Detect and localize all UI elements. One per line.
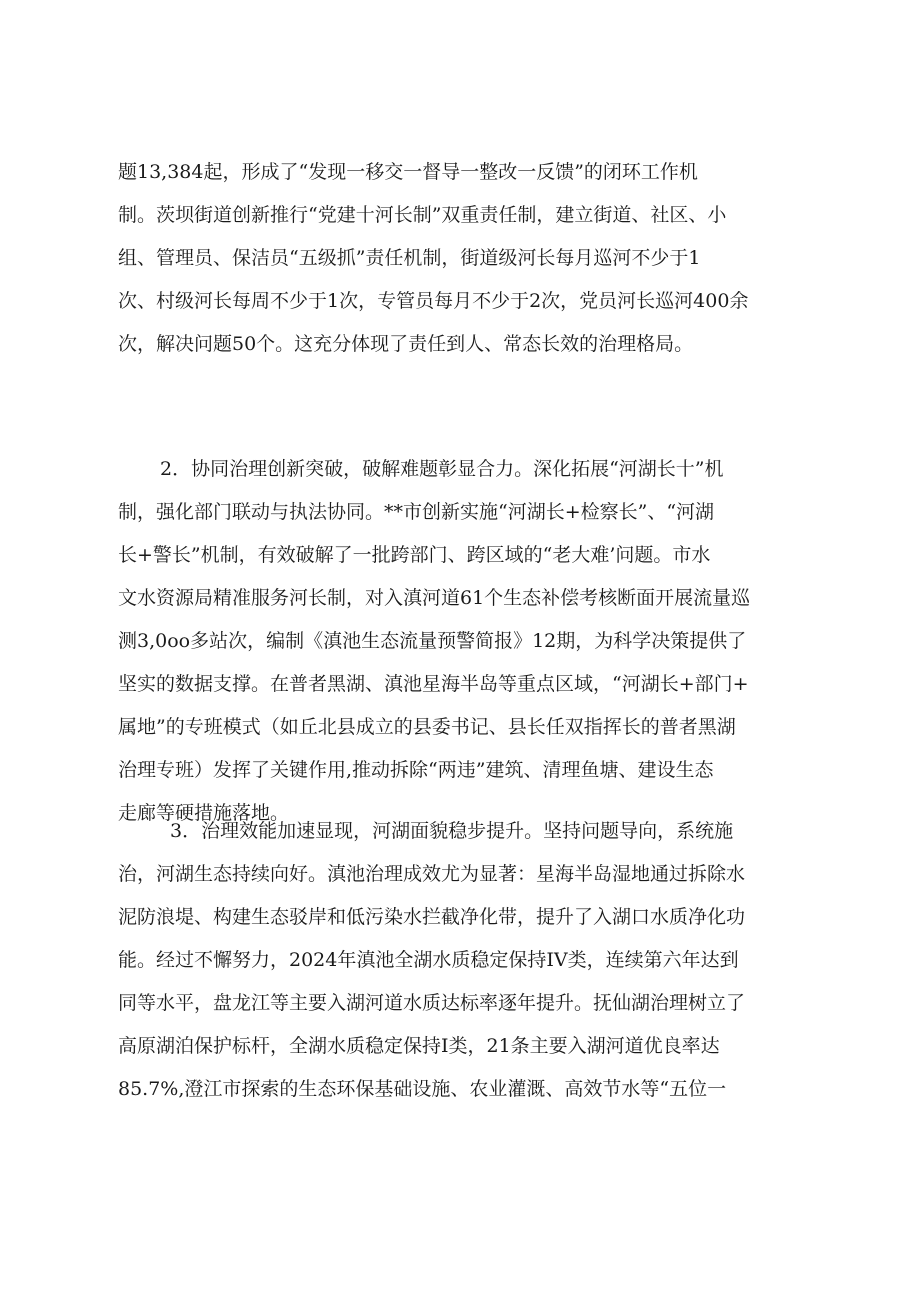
- text-line: 走廊等硬措施落地。: [118, 802, 290, 824]
- text-line: 制。茨坝街道创新推行“党建十河长制”双重责任制，建立街道、社区、小: [118, 204, 727, 226]
- text-line: 高原湖泊保护标杆，全湖水质稳定保持I类，21条主要入湖河道优良率达: [118, 1035, 720, 1057]
- text-line: 组、管理员、保洁员“五级抓”责任机制，街道级河长每月巡河不少于1: [118, 247, 701, 269]
- text-line: 能。经过不懈努力，2024年滇池全湖水质稳定保持IV类，连续第六年达到: [118, 949, 739, 971]
- text-line: 治理专班）发挥了关键作用,推动拆除“两违”建筑、清理鱼塘、建设生态: [118, 759, 714, 781]
- paragraph-governance-effectiveness: [118, 810, 818, 1111]
- text-line: 3．治理效能加速显现，河湖面貌稳步提升。坚持问题导向，系统施: [170, 820, 734, 842]
- text-line: 次、村级河长每周不少于1次，专管员每月不少于2次，党员河长巡河400余: [118, 290, 749, 312]
- text-line: 泥防浪堤、构建生态驳岸和低污染水拦截净化带，提升了入湖口水质净化功: [118, 906, 746, 928]
- paragraph-collaborative-governance: [118, 448, 818, 835]
- text-line: 次，解决问题50个。这充分体现了责任到人、常态长效的治理格局。: [118, 333, 694, 355]
- text-line: 属地”的专班模式（如丘北县成立的县委书记、县长任双指挥长的普者黑湖: [118, 716, 736, 738]
- text-line: 坚实的数据支撑。在普者黑湖、滇池星海半岛等重点区域，“河湖长+部门+: [118, 673, 749, 695]
- text-line: 同等水平，盘龙江等主要入湖河道水质达标率逐年提升。抚仙湖治理树立了: [118, 992, 746, 1014]
- paragraph-responsibility: [118, 151, 818, 366]
- text-line: 测3,0oo多站次，编制《滇池生态流量预警简报》12期，为科学决策提供了: [118, 630, 747, 652]
- text-line: 文水资源局精准服务河长制，对入滇河道61个生态补偿考核断面开展流量巡: [118, 587, 751, 609]
- text-line: 2．协同治理创新突破，破解难题彰显合力。深化拓展“河湖长十”机: [160, 458, 724, 480]
- text-line: 85.7%,澄江市探索的生态环保基础设施、农业灌溉、高效节水等“五位一: [118, 1078, 727, 1100]
- text-line: 制，强化部门联动与执法协同。**市创新实施“河湖长+检察长”、“河湖: [118, 501, 715, 523]
- text-line: 治，河湖生态持续向好。滇池治理成效尤为显著：星海半岛湿地通过拆除水: [118, 863, 746, 885]
- text-line: 题13,384起，形成了“发现一移交一督导一整改一反馈”的闭环工作机: [118, 161, 698, 183]
- text-line: 长+警长”机制，有效破解了一批跨部门、跨区域的“老大难’问题。市水: [118, 544, 711, 566]
